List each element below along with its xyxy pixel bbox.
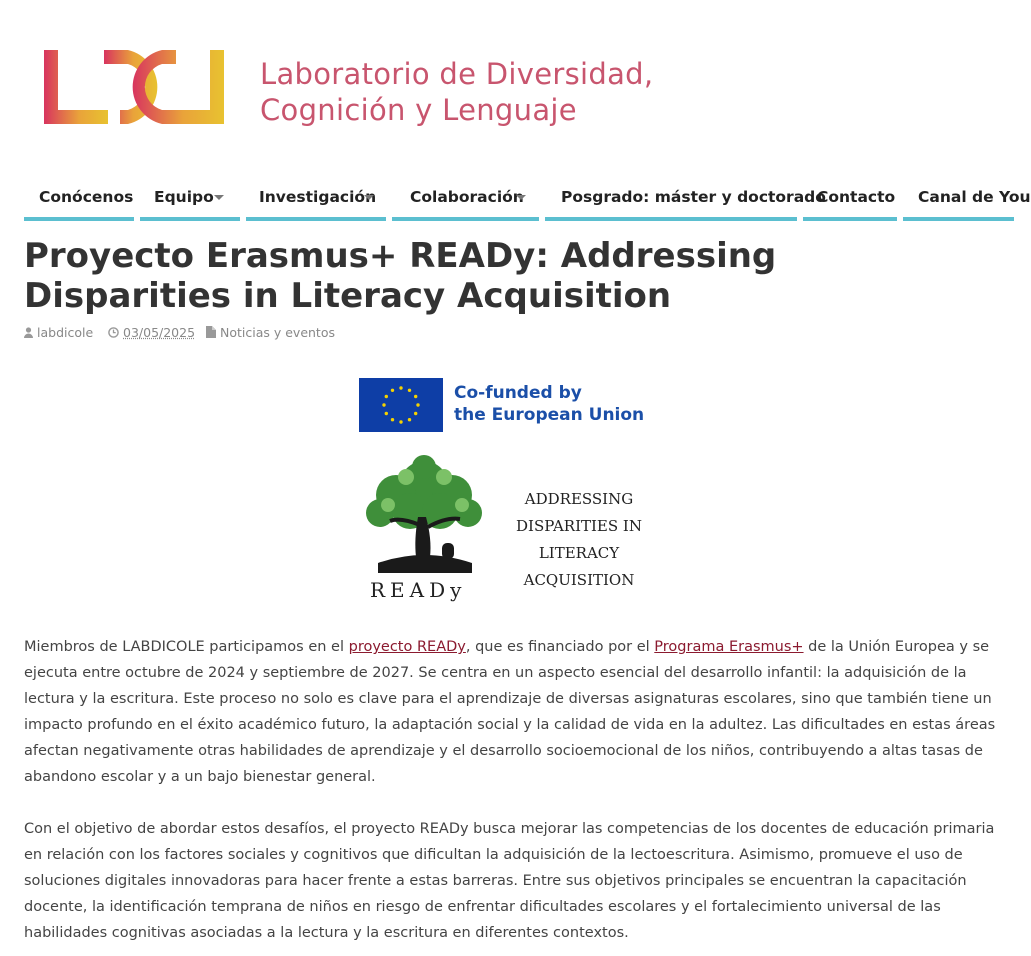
body-paragraph-1 [24, 634, 999, 790]
ready-tree-icon [358, 455, 490, 585]
date-value: 03/05/2025 [123, 325, 196, 340]
nav-label: Canal de You [918, 188, 1031, 206]
nav-item-colaboracion[interactable] [392, 181, 539, 221]
erasmus-program-link[interactable]: Programa Erasmus+ [654, 639, 804, 655]
site-header [0, 0, 1014, 180]
site-name-line1: Laboratorio de Diversidad, [260, 57, 654, 91]
nav-label: Colaboración [410, 188, 524, 206]
nav-item-contacto[interactable] [803, 181, 897, 221]
post-author[interactable] [24, 325, 93, 340]
tagline-line: LITERACY [538, 544, 620, 562]
post-category[interactable] [206, 325, 335, 340]
user-icon [24, 327, 33, 338]
site-name-line2: Cognición y Lenguaje [260, 93, 577, 127]
nav-label: Investigación [259, 188, 377, 206]
nav-label: Posgrado: máster y doctorado [561, 188, 826, 206]
nav-label: Contacto [817, 188, 896, 206]
page-title: Proyecto Erasmus+ READy: Addressing Disparities in Literacy Acquisition [24, 236, 777, 316]
nav-item-canal-youtube[interactable] [903, 181, 1031, 221]
tagline-line: ADDRESSING [524, 490, 634, 508]
ready-project-link[interactable]: proyecto READy [348, 639, 466, 655]
author-name: labdicole [37, 325, 94, 340]
post-date[interactable] [108, 325, 195, 340]
nav-item-conocenos[interactable] [24, 181, 134, 221]
nav-item-posgrado[interactable] [545, 181, 826, 221]
clock-icon [108, 327, 119, 338]
chevron-down-icon [214, 195, 224, 200]
nav-item-equipo[interactable] [140, 181, 240, 221]
ready-tagline [500, 486, 658, 594]
tagline-line: DISPARITIES IN [516, 517, 642, 535]
body-paragraph-2: Con el objetivo de abordar estos desafíos, el proyecto READy busca mejorar las competencias de los docentes de educación primaria en relación con los factores sociales y cognitivos que dificultan la adquisición de la lectoescritura. Asimismo, promueve el uso de soluciones digitales innovadoras para hacer frente a estas barreras. Entre sus objetivos principales se encuentran la capacitación docente, la identificación temprana de niños en riesgo de enfrentar dificultades escolares y el fortalecimiento universal de las habilidades cognitivas asociadas a la lectura y la escritura en diferentes contextos. [24, 821, 995, 941]
eu-stars-icon [359, 378, 443, 432]
nav-item-investigacion[interactable] [246, 181, 386, 221]
eu-line2: the European Union [454, 405, 645, 425]
category-name: Noticias y eventos [220, 325, 335, 340]
chevron-down-icon [364, 195, 374, 200]
text-run: , que es financiado por el [465, 639, 655, 655]
text-run: de la Unión Europea y se ejecuta entre octubre de 2024 y septiembre de 2027. Se centra en un aspecto esencial del desarrollo infantil: la adquisición de la lectura y la escritura. Este proceso no solo es clave para el aprendizaje de diversas asignaturas escolares, sino que también tiene un impacto profundo en el éxito académico futuro, la adaptación social y la calidad de vida en la adultez. Las dificultades en estas áreas afectan negativamente otras habilidades de aprendizaje y el desarrollo socioemocional de los niños, contribuyendo a altas tasas de abandono escolar y a un bajo bienestar general. [24, 639, 996, 785]
eu-line1: Co-funded by [454, 383, 582, 403]
site-name[interactable] [260, 56, 653, 128]
ready-logo-word: READy [370, 578, 467, 602]
nav-label: Conócenos [39, 188, 134, 206]
chevron-down-icon [516, 195, 526, 200]
nav-label: Equipo [154, 188, 214, 206]
text-run: Miembros de LABDICOLE participamos en el [24, 639, 349, 655]
ldcl-logo-icon[interactable] [38, 44, 228, 130]
tagline-line: ACQUISITION [523, 571, 635, 589]
eu-flag-icon [359, 378, 443, 432]
eu-cofunded-text [454, 382, 644, 426]
main-navigation [24, 181, 1031, 221]
file-icon [206, 326, 216, 338]
